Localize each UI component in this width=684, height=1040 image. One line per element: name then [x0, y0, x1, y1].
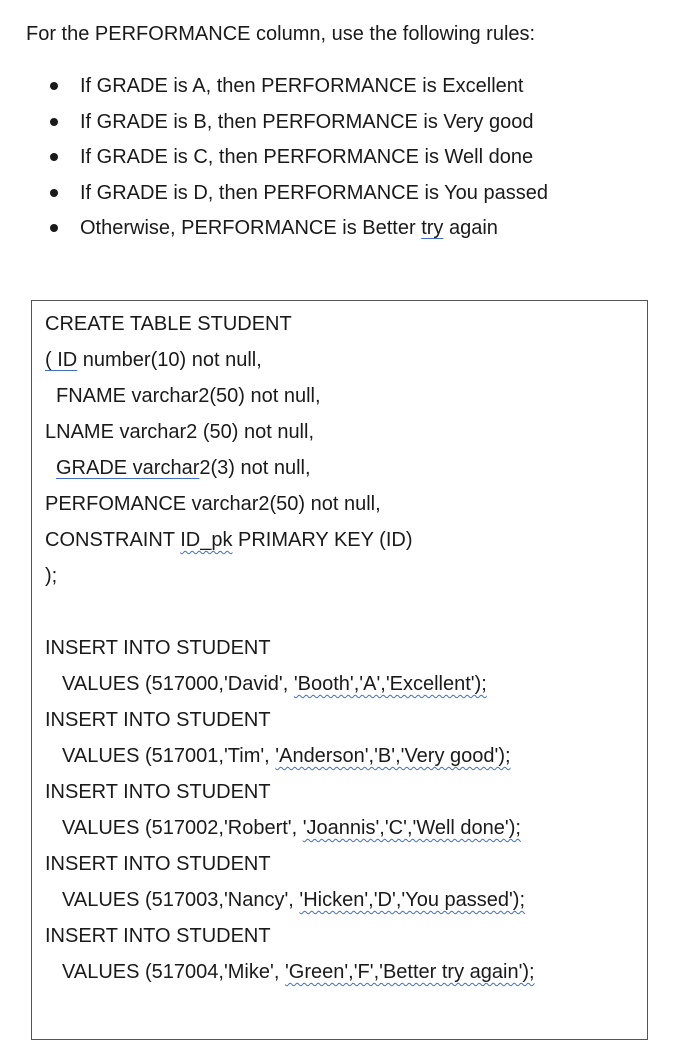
insert-head-line: INSERT INTO STUDENT	[45, 853, 271, 875]
create-table-line: PERFOMANCE varchar2(50) not null,	[45, 493, 381, 515]
insert-head-line: INSERT INTO STUDENT	[45, 925, 271, 947]
rule-text: If GRADE is A, then PERFORMANCE is Excellent	[80, 75, 524, 97]
bullet-icon	[50, 153, 58, 161]
rule-item	[0, 70, 684, 106]
create-table-line: );	[45, 565, 58, 587]
bullet-icon	[50, 118, 58, 126]
rule-text: If GRADE is C, then PERFORMANCE is Well done	[80, 146, 534, 168]
rule-text: If GRADE is D, then PERFORMANCE is You passed	[80, 181, 548, 204]
rule-item	[0, 106, 684, 142]
insert-values-line: VALUES (517002,'Robert', 'Joannis','C','Well done');	[62, 817, 521, 839]
create-table-line: ( ID number(10) not null,	[45, 349, 262, 371]
create-table-line: LNAME varchar2 (50) not null,	[45, 421, 315, 443]
rule-item	[0, 141, 684, 177]
insert-values-line: VALUES (517004,'Mike', 'Green','F','Better try again');	[62, 961, 535, 983]
bullet-icon	[50, 189, 58, 197]
create-table-line: FNAME varchar2(50) not null,	[56, 385, 321, 407]
bullet-icon	[50, 224, 58, 232]
rule-item	[0, 177, 684, 213]
insert-values-line: VALUES (517000,'David', 'Booth','A','Excellent');	[62, 673, 487, 695]
insert-values-line: VALUES (517003,'Nancy', 'Hicken','D','You passed');	[62, 889, 526, 911]
create-table-line: GRADE varchar2(3) not null,	[56, 457, 311, 479]
rules-intro-text: For the PERFORMANCE column, use the following rules:	[26, 23, 536, 45]
spellcheck-underline: 'Joannis','C','Well done');	[302, 817, 521, 839]
rule-text: Otherwise, PERFORMANCE is Better try again	[80, 217, 498, 239]
insert-head-line: INSERT INTO STUDENT	[45, 709, 271, 731]
spellcheck-underline: 'Anderson','B','Very good');	[275, 745, 511, 767]
spellcheck-underline: 'Booth','A','Excellent');	[293, 673, 487, 695]
insert-head-line: INSERT INTO STUDENT	[45, 781, 271, 803]
rule-item	[0, 212, 684, 248]
create-table-line: CONSTRAINT ID_pk PRIMARY KEY (ID)	[45, 529, 413, 551]
rule-text: If GRADE is B, then PERFORMANCE is Very good	[80, 110, 534, 133]
insert-head-line: INSERT INTO STUDENT	[45, 637, 271, 659]
spellcheck-underline: 'Green','F','Better try again');	[284, 961, 535, 983]
performance-rules-list	[0, 70, 684, 248]
grammar-underline: ( ID	[45, 349, 78, 371]
create-table-line: CREATE TABLE STUDENT	[45, 313, 292, 335]
spellcheck-underline: ID_pk	[180, 529, 233, 551]
bullet-icon	[50, 82, 58, 90]
insert-values-line: VALUES (517001,'Tim', 'Anderson','B','Very good');	[62, 745, 511, 767]
grammar-underline: GRADE varchar	[56, 457, 200, 479]
grammar-underline: try	[421, 217, 444, 239]
sql-code-box	[31, 300, 648, 1040]
spellcheck-underline: 'Hicken','D','You passed');	[299, 889, 526, 911]
